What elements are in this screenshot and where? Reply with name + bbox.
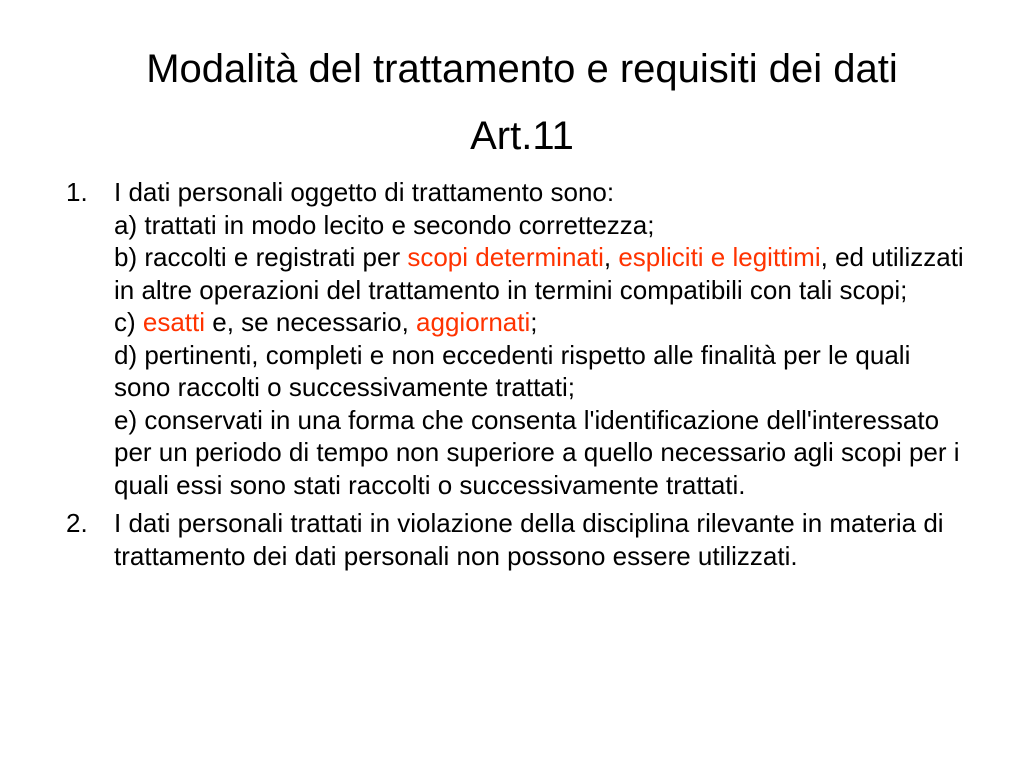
list-number: 1.: [66, 177, 88, 207]
clause-b: [114, 241, 966, 306]
clause-c-prefix: c): [114, 307, 143, 337]
list-item-2: [66, 507, 966, 572]
clause-e: e) conservati in una forma che consenta l'identificazione dell'interessato per un periodo di tempo non superiore a quello necessario agli scopi per i quali essi sono stati raccolti o successivamente trattati.: [114, 404, 960, 500]
list-item-1: [66, 176, 966, 501]
slide-title: [60, 36, 984, 170]
item-intro: I dati personali oggetto di trattamento sono:: [114, 177, 615, 207]
clause-d: d) pertinenti, completi e non eccedenti rispetto alle finalità per le quali sono raccolti o successivamente trattati;: [114, 339, 911, 402]
highlight-espliciti-legittimi: espliciti e legittimi: [618, 242, 821, 272]
list-number: 2.: [66, 508, 88, 538]
list-item-text: I dati personali trattati in violazione della disciplina rilevante in materia di trattamento dei dati personali non possono essere utilizzati.: [114, 508, 944, 571]
highlight-scopi-determinati: scopi determinati: [407, 242, 604, 272]
slide-title-line1: Modalità del trattamento e requisiti dei dati: [146, 47, 898, 91]
clause-c: [114, 306, 966, 339]
highlight-aggiornati: aggiornati: [416, 307, 531, 337]
clause-b-suffix: , ed utilizzati in altre operazioni del trattamento in termini compatibili con tali scopi;: [114, 242, 964, 305]
clause-b-separator: ,: [603, 242, 619, 272]
clause-b-prefix: b) raccolti e registrati per: [114, 242, 408, 272]
list-item-text: [114, 176, 966, 501]
clause-c-mid: e, se necessario,: [205, 307, 417, 337]
clause-a: a) trattati in modo lecito e secondo correttezza;: [114, 209, 655, 240]
slide-title-line2: Art.11: [470, 114, 574, 158]
slide-body: [66, 176, 966, 572]
clause-c-suffix: ;: [530, 307, 538, 337]
highlight-esatti: esatti: [142, 307, 206, 337]
